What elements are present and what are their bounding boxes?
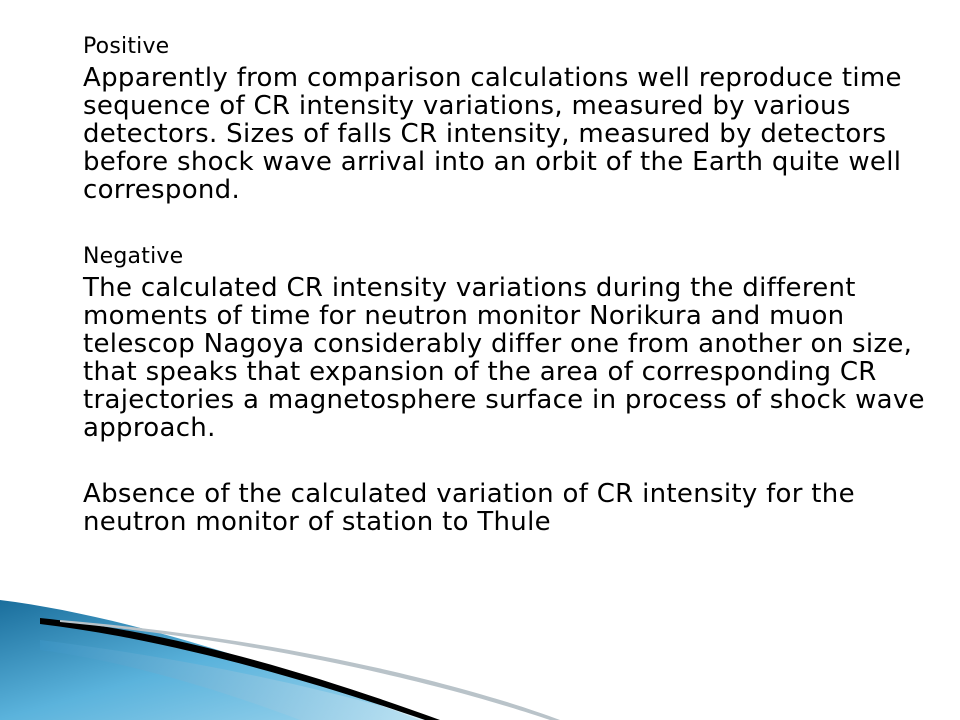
- positive-heading: Positive: [83, 34, 170, 59]
- absence-text: Absence of the calculated variation of CR intensity for the neutron monitor of station to Thule: [83, 479, 855, 537]
- positive-text: Apparently from comparison calculations well reproduce time sequence of CR intensity variations, measured by various detectors. Sizes of falls CR intensity, measured by detectors before shock wave arrival into an orbit of the Earth quite well correspond.: [83, 63, 902, 205]
- swoosh-black-stroke: [40, 618, 440, 720]
- slide-content: [83, 32, 943, 536]
- swoosh-grey-line: [60, 620, 560, 720]
- negative-text: The calculated CR intensity variations during the different moments of time for neutron monitor Norikura and muon telescop Nagoya considerably differ one from another on size, that speaks that expansion of the area of corresponding CR trajectories a magnetosphere surface in process of shock wave approach.: [83, 273, 925, 443]
- negative-heading: Negative: [83, 244, 184, 269]
- swoosh-light-band: [40, 640, 430, 720]
- swoosh-blue-wedge: [0, 600, 420, 720]
